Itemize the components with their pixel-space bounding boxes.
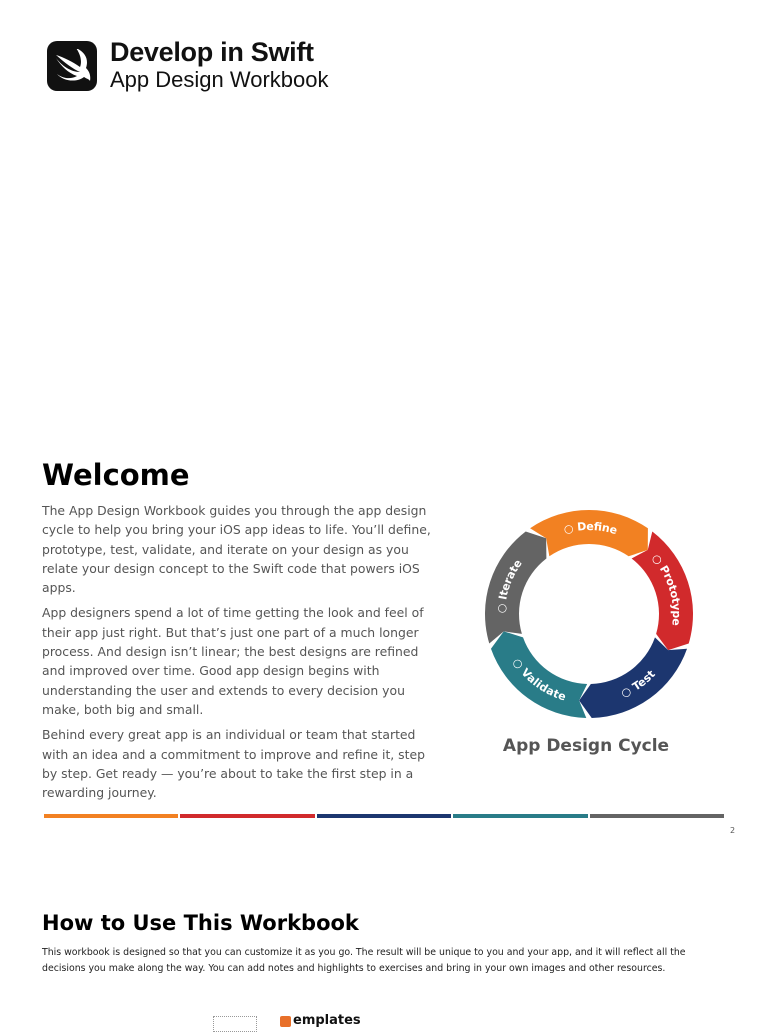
- cycle-segment-define: [530, 510, 648, 556]
- cycle-segment-validate: [491, 631, 587, 718]
- templates-icon: [280, 1016, 291, 1027]
- cycle-stage-label: ○ Define: [562, 519, 619, 538]
- templates-label: emplates: [293, 1013, 361, 1028]
- cycle-caption: App Design Cycle: [502, 736, 670, 756]
- app-title: Develop in Swift: [110, 37, 314, 67]
- app-design-cycle-diagram: [480, 505, 698, 723]
- cycle-segment-iterate: [485, 531, 546, 643]
- cycle-stage-label: ○ Validate: [509, 655, 568, 704]
- cycle-stage-label: ○ Iterate: [494, 557, 525, 614]
- color-divider-segment: [453, 814, 587, 818]
- brand: [110, 38, 329, 93]
- cycle-stage-label: ○ Prototype: [649, 551, 684, 627]
- page-number: 2: [730, 826, 736, 835]
- welcome-paragraph: Behind every great app is an individual or team that started with an idea and a commitment to improve and refine it, step by step. Get ready — you’re about to take the first step in a rewarding journey.: [42, 727, 425, 801]
- welcome-paragraph: App designers spend a lot of time getting the look and feel of their app just right. But that’s just one part of a much longer process. And design isn’t linear; the best designs are refined and improved over time. Good app design begins with understanding the user and extends to every decision you make, both big and small.: [42, 605, 424, 717]
- header: [47, 38, 329, 93]
- welcome-paragraph: The App Design Workbook guides you through the app design cycle to help you bring your iOS app ideas to life. You’ll define, prototype, test, validate, and iterate on your design as you relate your design concept to the Swift code that powers iOS apps.: [42, 503, 431, 596]
- color-divider-segment: [317, 814, 451, 818]
- color-divider-segment: [590, 814, 724, 818]
- templates-link[interactable]: [280, 1011, 361, 1031]
- color-divider-segment: [44, 814, 178, 818]
- welcome-heading: Welcome: [42, 458, 190, 492]
- color-divider: [44, 814, 724, 818]
- image-placeholder: [213, 1016, 257, 1032]
- color-divider-segment: [180, 814, 314, 818]
- cycle-stage-label: ○ Test: [618, 667, 658, 701]
- cycle-segment-test: [579, 637, 687, 718]
- howto-body: This workbook is designed so that you can customize it as you go. The result will be unique to you and your app, and it will reflect all the decisions you make along the way. You can add notes and highlights to exercises and bring in your own images and other resources.: [42, 947, 686, 974]
- welcome-body: [42, 501, 434, 808]
- howto-heading: How to Use This Workbook: [42, 911, 359, 935]
- app-subtitle: App Design Workbook: [110, 67, 329, 92]
- swift-logo-icon: [47, 41, 97, 91]
